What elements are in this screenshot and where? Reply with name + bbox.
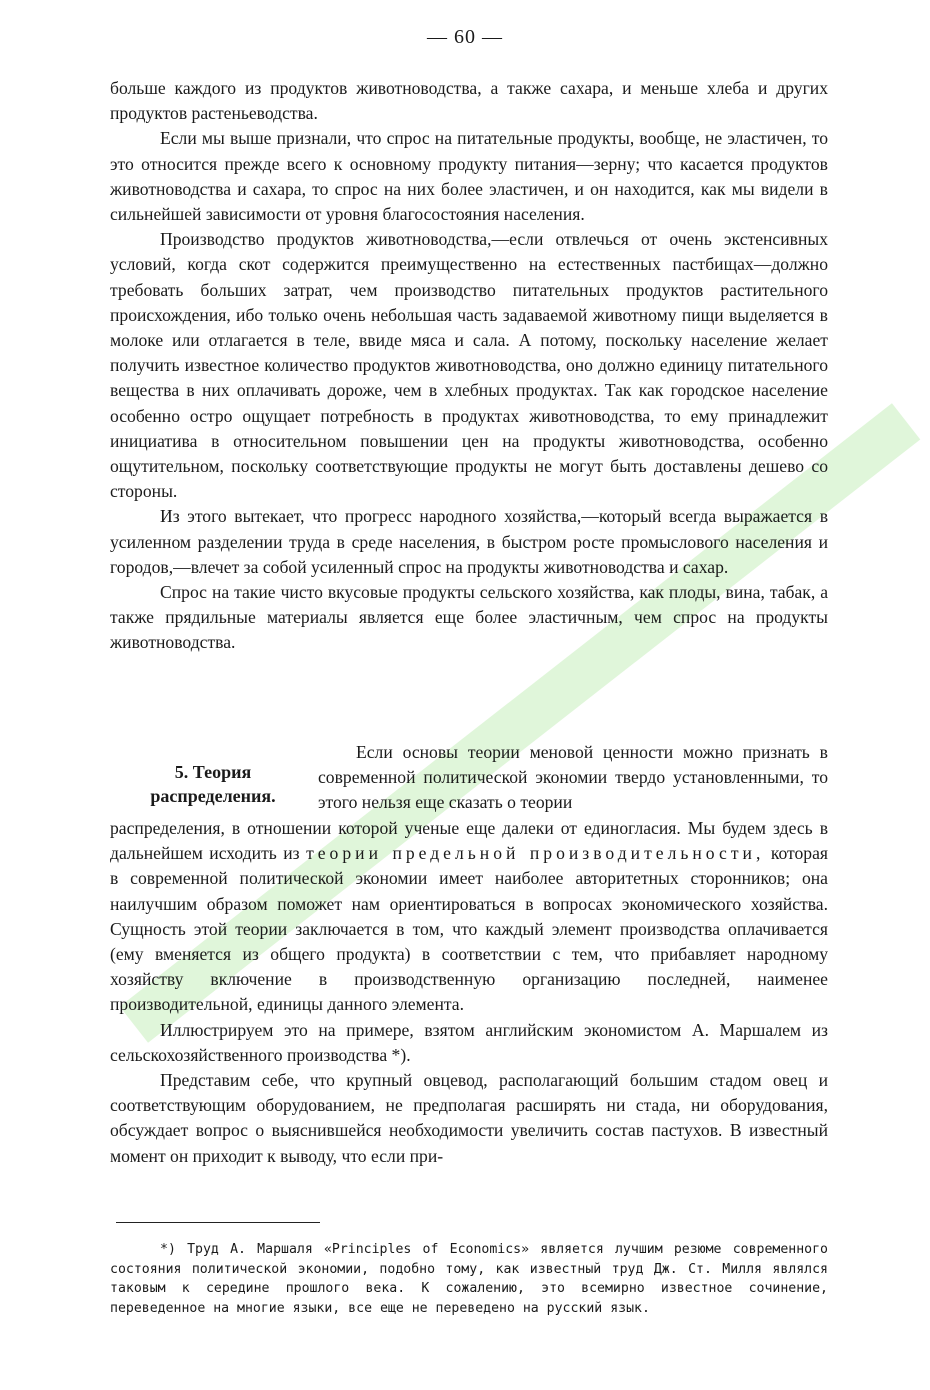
distribution-text-start: распределения, в отношении которой ученые еще далеки от единогласия. Мы будем здесь в дальнейшем исходить из bbox=[110, 818, 828, 864]
paragraph-taste-products: Спрос на такие чисто вкусовые продукты сельского хозяйства, как плоды, вина, табак, а также прядильные материалы является еще более эластичным, чем спрос на продукты животноводства. bbox=[110, 582, 828, 653]
section-heading bbox=[118, 760, 308, 808]
section-intro-text bbox=[318, 740, 828, 816]
paragraph-economic-progress: Из этого вытекает, что прогресс народного хозяйства,—который всегда выражается в усиленном разделении труда в среде населения, в быстром росте промыслового населения и городов,—влечет за собой усиленный спрос на продукты животноводства и сахар. bbox=[110, 506, 828, 577]
main-text-lower bbox=[110, 816, 828, 1169]
footnote-text: *) Труд А. Маршаля «Principles of Economics» является лучшим резюме современного состояния политической экономии, подобно тому, как известный труд Дж. Ст. Милля являлся таковым к середине прошлого века. К сожалению, это всемирно известное сочинение, переведенное на многие языки, все еще не переведено на русский язык. bbox=[110, 1242, 828, 1316]
footnote bbox=[110, 1240, 828, 1318]
section-intro-paragraph: Если основы теории меновой ценности можно признать в современной политической экономии твердо установленными, то этого нельзя еще сказать о теории bbox=[318, 742, 828, 813]
distribution-text-end: которая в современной политической экономии имеет наиболее авторитетных сторонников; она наилучшим образом поможет нам ориентироваться в вопросах экономического хозяйства. Сущность этой теории заключается в том, что каждый элемент производства оплачивается (ему вменяется из общего продукта) в соответствии с тем, что прибавляет народному хозяйству включение в производственную организацию последней, наименее производительной, единицы данного элемента. bbox=[110, 843, 828, 1015]
page-number: — 60 — bbox=[427, 26, 503, 48]
section-heading-line1: 5. Теория bbox=[174, 762, 252, 782]
paragraph-sheep-farmer: Представим себе, что крупный овцевод, располагающий большим стадом овец и соответствующим оборудованием, не предполагая расширять ни стада, ни оборудования, обсуждает вопрос о выяснившейся необходимости увеличить состав пастухов. В известный момент он приходит к выводу, что если при- bbox=[110, 1070, 828, 1166]
footnote-divider bbox=[116, 1222, 320, 1223]
main-text-upper bbox=[110, 76, 828, 656]
paragraph-marshall-example: Иллюстрируем это на примере, взятом английским экономистом А. Маршалем из сельскохозяйственного производства *). bbox=[110, 1019, 828, 1065]
paragraph-continuation: больше каждого из продуктов животноводства, а также сахара, и меньше хлеба и других продуктов растеньеводства. bbox=[110, 78, 828, 124]
paragraph-livestock-production: Производство продуктов животноводства,—если отвлечься от очень экстенсивных условий, когда скот содержится преимущественно на естественных пастбищах—должно требовать больших затрат, чем производство питательных продуктов растительного происхождения, ибо только очень небольшая часть задаваемой животному пищи выделяется в молоке или отлагается в теле, ввиде мяса и сала. А потому, поскольку население желает получить известное количество продуктов животноводства, оно должно единицу питательного вещества в них оплачивать дороже, чем в хлебных продуктах. Так как городское население особенно остро ощущает потребность в продуктах животноводства, то ему принадлежит инициатива в относительном повышении цен на продукты животноводства, особенно ощутительном, поскольку соответствующие продукты не могут быть доставлены дешево со стороны. bbox=[110, 229, 828, 502]
paragraph-distribution-theory bbox=[110, 816, 828, 1018]
section-heading-line2: распределения. bbox=[150, 786, 276, 806]
paragraph-elasticity: Если мы выше признали, что спрос на питательные продукты, вообще, не эластичен, то это относится прежде всего к основному продукту питания—зерну; что касается продуктов животноводства и сахара, то спрос на них более эластичен, и он находится, как мы видели в сильнейшей зависимости от уровня благосостояния населения. bbox=[110, 128, 828, 225]
marginal-productivity-term: теории предельной производительности, bbox=[306, 843, 765, 864]
